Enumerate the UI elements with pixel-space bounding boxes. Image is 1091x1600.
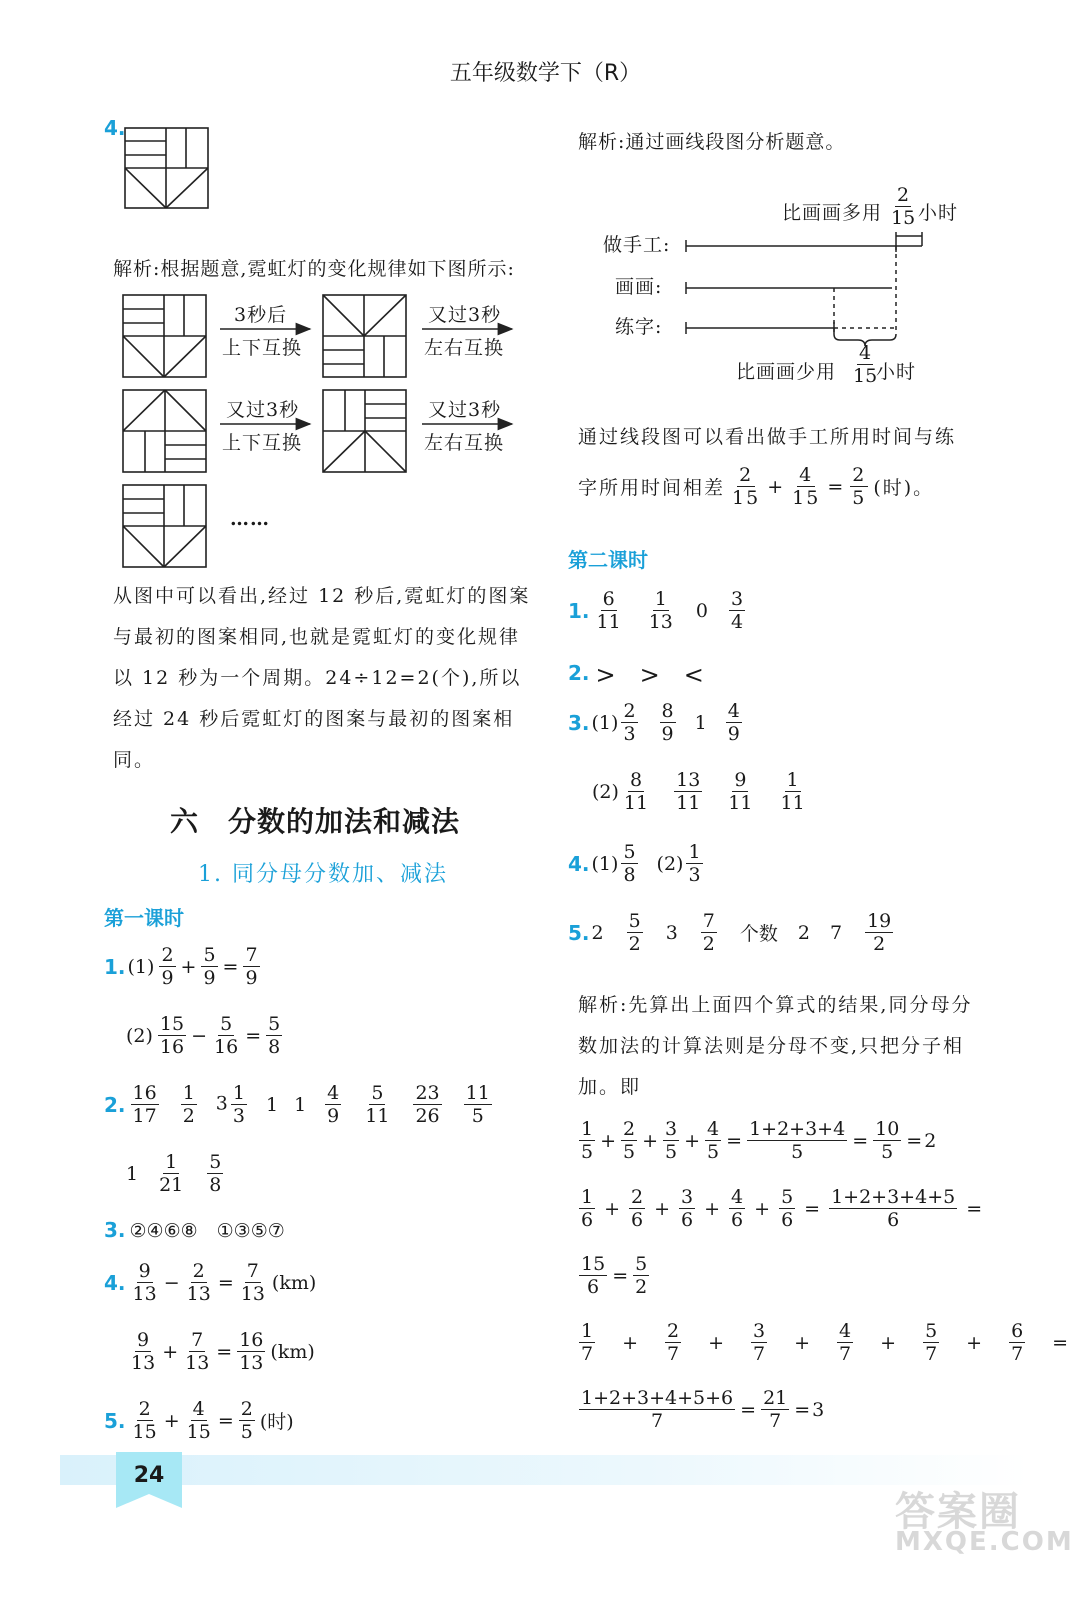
step-2-bottom: 左右互换 — [424, 337, 505, 359]
right-q2 — [568, 655, 704, 690]
fraction: 3 4 — [730, 588, 744, 633]
question-number: 4. — [104, 1270, 126, 1295]
watermark-logo: 答案圈 — [895, 1489, 1021, 1535]
pattern-4 — [323, 390, 406, 472]
diagram-top-unit: 小时 — [918, 202, 959, 224]
page-number: 24 — [133, 1463, 165, 1488]
diagram-row-calligraphy: 练字: — [615, 316, 663, 338]
pattern-5 — [123, 485, 206, 567]
question-number: 3. — [104, 1217, 126, 1242]
lesson-title: 第一课时 — [104, 906, 184, 930]
unit: (km) — [270, 1340, 315, 1363]
fraction: 2 15 — [732, 464, 761, 509]
value: 0 — [695, 599, 708, 622]
right-q1 — [568, 588, 748, 633]
left-q4-row2: 9 13 + 7 13 = 16 13 (km) — [131, 1329, 315, 1374]
fraction: 7 13 — [185, 1329, 210, 1374]
fraction: 4 15 — [186, 1398, 211, 1443]
step-3-top: 又过3秒 — [226, 399, 300, 421]
question-number: 1. — [104, 954, 126, 979]
diagram-row-handcraft: 做手工: — [603, 234, 671, 256]
value: 1 — [294, 1093, 307, 1116]
part-2: (2) 1 3 — [656, 841, 701, 886]
fraction: 5 2 — [628, 910, 641, 955]
fraction: 9 13 — [131, 1329, 156, 1374]
pattern-1 — [123, 295, 206, 377]
fraction: 2 15 — [132, 1398, 157, 1443]
diagram-top-note: 比画画多用 — [782, 202, 883, 224]
right-analysis: 解析:通过画线段图分析题意。 — [578, 131, 846, 153]
value: 1 — [126, 1162, 139, 1185]
fraction: 2 5 — [852, 464, 867, 509]
value: 1 — [694, 711, 707, 734]
question-number: 2. — [104, 1092, 126, 1117]
fraction: 23 26 — [415, 1082, 440, 1127]
lesson-2-title: 第二课时 — [568, 548, 648, 572]
diagram-row-painting: 画画: — [615, 276, 663, 298]
question-number: 2. — [568, 660, 590, 685]
question-number: 5. — [568, 920, 590, 945]
circled-answers: ②④⑥⑧ ①③⑤⑦ — [129, 1220, 285, 1242]
part-2: (2) 8 11 — [592, 769, 649, 814]
analysis-text: 解析:根据题意,霓虹灯的变化规律如下图所示: — [113, 258, 515, 280]
neon-pattern-initial — [124, 127, 210, 210]
fraction: 9 11 — [728, 769, 753, 814]
fraction: 9 13 — [132, 1260, 157, 1305]
footer-band — [60, 1455, 1030, 1485]
step-1-top: 3秒后 — [234, 304, 288, 326]
fraction: 2 13 — [186, 1260, 211, 1305]
part-1: (1) 2 3 — [591, 700, 636, 745]
pattern-3 — [123, 390, 206, 472]
step-4-top: 又过3秒 — [428, 399, 502, 421]
right-q4 — [568, 841, 706, 886]
unit: (km) — [271, 1271, 317, 1294]
fraction: 2 9 — [161, 944, 174, 989]
fraction: 7 13 — [240, 1260, 265, 1305]
step-4-bottom: 左右互换 — [424, 432, 505, 454]
fraction: 4 15 — [792, 464, 821, 509]
diagram-bottom-note: 比画画少用 — [736, 361, 837, 383]
fraction: 5 8 — [268, 1013, 281, 1058]
left-q3 — [104, 1216, 285, 1243]
left-q4-row1: 4. 9 13 − 2 13 = 7 13 (km) — [104, 1260, 317, 1305]
step-2-top: 又过3秒 — [428, 304, 502, 326]
step-1-bottom: 上下互换 — [222, 337, 303, 359]
right-analysis-2: 解析:先算出上面四个算式的结果,同分母分数加法的计算法则是分母不变,只把分子相加。即 — [578, 994, 973, 1098]
fraction: 16 17 — [132, 1082, 157, 1127]
right-para-2: 字所用时间相差 2 15 + 4 15 = 2 5 (时)。 — [578, 464, 935, 509]
question-number: 4. — [104, 116, 126, 140]
fraction: 5 9 — [203, 944, 216, 989]
unit: (时) — [259, 1411, 294, 1433]
question-number: 5. — [104, 1408, 126, 1433]
fraction: 1 21 — [159, 1151, 184, 1196]
label: (2) — [126, 1024, 153, 1047]
left-q1-row2: (2) 15 16 − 5 16 = 5 8 — [126, 1013, 281, 1058]
diagram-bottom-fraction: $\frac{4}{15}$ — [853, 342, 878, 387]
fraction: 8 9 — [661, 700, 674, 745]
part-1: (1) 5 8 — [591, 841, 636, 886]
sum-2: 1 6 + 2 6 + 3 6 + 4 6 + 5 6 = 1+2+3+4+5 6 = — [581, 1186, 983, 1231]
fraction: 11 5 — [465, 1082, 490, 1127]
fraction: 5 16 — [214, 1013, 239, 1058]
fraction: 19 2 — [867, 910, 892, 955]
left-q5: 5. 2 15 + 4 15 = 2 5 (时) — [104, 1398, 294, 1443]
fraction: 16 13 — [239, 1329, 264, 1374]
step-3-bottom: 上下互换 — [222, 432, 303, 454]
fraction: 1 2 — [182, 1082, 195, 1127]
diagram-bottom-unit: 小时 — [876, 361, 917, 383]
value: 1 — [265, 1093, 279, 1116]
explanation-paragraph: 从图中可以看出,经过 12 秒后,霓虹灯的图案与最初的图案相同,也就是霓虹灯的变化规律以 12 秒为一个周期。24÷12=2(个),所以经过 24 秒后霓虹灯的图案与最初的图案相同。 — [113, 585, 531, 771]
fraction: 15 16 — [159, 1013, 185, 1058]
fraction: 1 13 — [648, 588, 673, 633]
fraction: 5 11 — [365, 1082, 390, 1127]
label: (1) — [127, 955, 155, 978]
question-number: 4. — [568, 851, 590, 876]
sum-3: 1 7 + 2 7 + 3 7 + 4 7 + 5 7 + 6 7 = — [581, 1320, 1069, 1365]
sum-2-result: 15 6 = 5 2 — [581, 1253, 648, 1298]
fraction: 6 11 — [596, 588, 621, 633]
right-q3-row2 — [592, 769, 810, 814]
fraction: 13 11 — [676, 769, 701, 814]
fraction: 2 5 — [240, 1398, 253, 1443]
sum-1: 1 5 + 2 5 + 3 5 + 4 5 = 1+2+3+4 5 = 10 5 = 2 — [581, 1118, 937, 1163]
fraction: 5 8 — [209, 1151, 222, 1196]
page-header-title: 五年级数学下（R） — [449, 61, 642, 86]
question-number: 1. — [568, 598, 590, 623]
left-q2-row1 — [104, 1082, 495, 1127]
comparison-signs: > > < — [595, 661, 704, 689]
section-title: 1. 同分母分数加、减法 — [198, 862, 448, 887]
right-para-1: 通过线段图可以看出做手工所用时间与练 — [578, 426, 957, 448]
ellipsis: …… — [230, 508, 270, 530]
left-q1-row1: 1. (1) 2 9 + 5 9 = 7 9 — [104, 944, 258, 989]
left-q2-row2 — [126, 1151, 226, 1196]
mixed-number: 3 $\frac{1}{3}$ — [215, 1082, 245, 1127]
watermark-url: MXQE.COM — [895, 1527, 1074, 1557]
question-number: 3. — [568, 710, 590, 735]
fraction: 1 11 — [780, 769, 805, 814]
fraction: 7 2 — [702, 910, 715, 955]
sum-3-result: 1+2+3+4+5+6 7 = 21 7 = 3 — [581, 1387, 825, 1432]
fraction: 4 9 — [727, 700, 740, 745]
chapter-title: 六 分数的加法和减法 — [170, 805, 461, 838]
pattern-2 — [323, 295, 406, 377]
right-q3-row1 — [568, 700, 745, 745]
right-q5: 5. 2 5 2 3 7 2 个数 2 7 19 2 — [568, 910, 892, 955]
diagram-top-fraction: $\frac{2}{15}$ — [891, 184, 916, 229]
fraction: 7 9 — [245, 944, 258, 989]
fraction: 4 9 — [327, 1082, 340, 1127]
